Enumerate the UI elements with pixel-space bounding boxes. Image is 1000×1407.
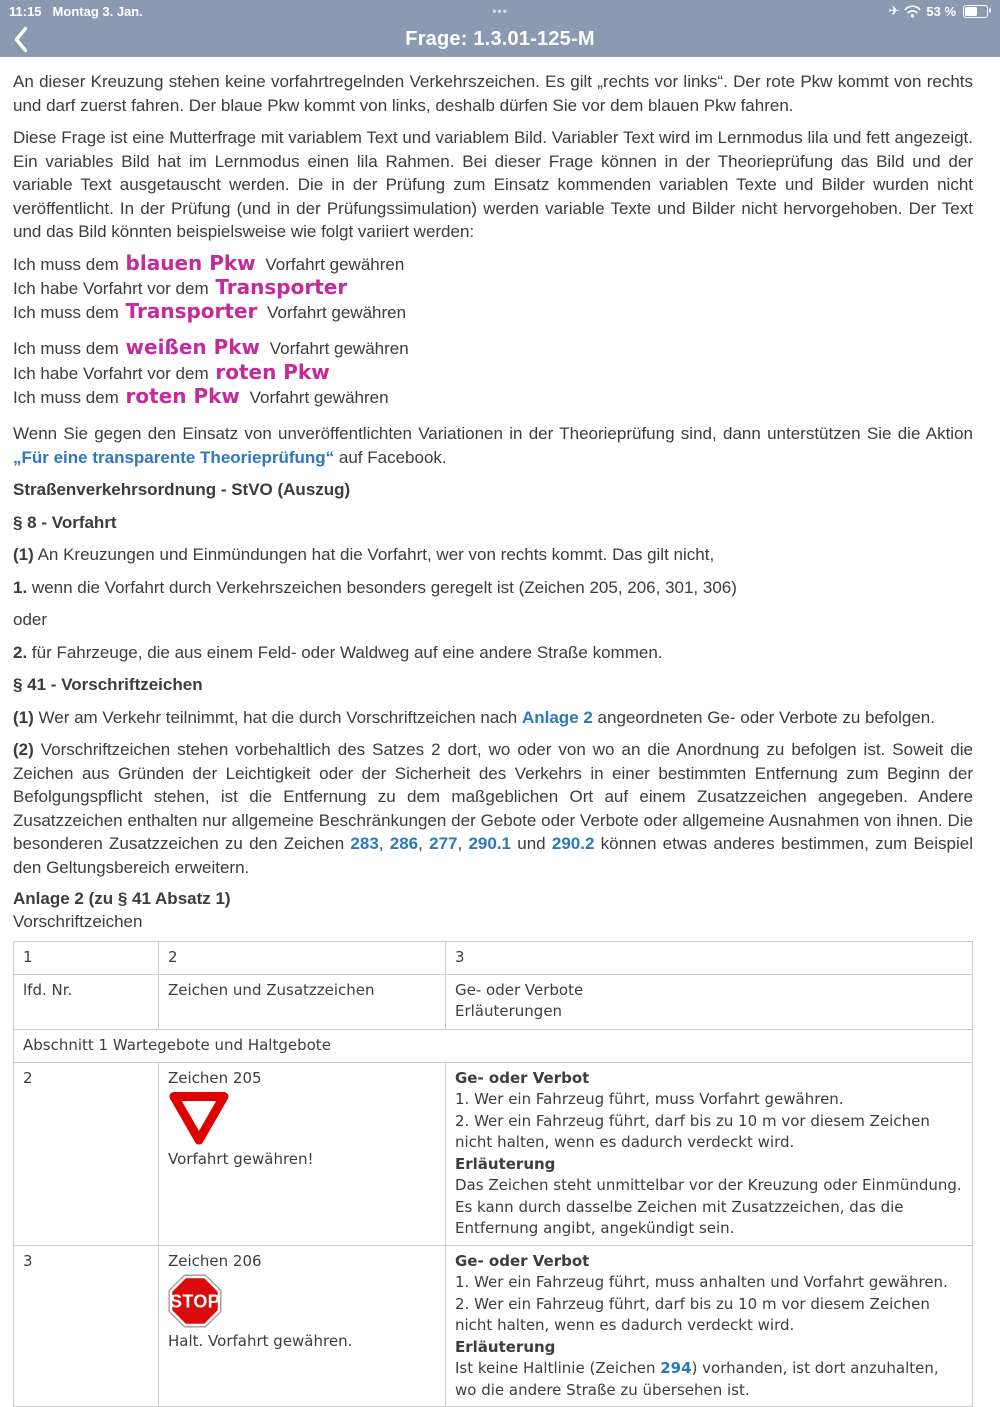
rule-description-cell: Ge- oder Verbot 1. Wer ein Fahrzeug führt, muss anhalten und Vorfahrt gewähren. 2. Wer ein Fahrzeug führt, darf bis zu 10 m vor diesem Zeichen nicht halten, wenn es dadurch verdeckt wird. Erläuterung Ist keine Haltlinie (Zeichen 294) vorhanden, ist dort anzuhalten, wo die andere Straße zu übersehen ist. xyxy=(446,1245,973,1407)
back-button[interactable] xyxy=(13,26,30,53)
table-header-cell: lfd. Nr. xyxy=(14,974,159,1029)
sign-number-label: Zeichen 205 xyxy=(168,1068,262,1087)
section-header-cell: Abschnitt 1 Wartegebote und Haltgebote xyxy=(14,1029,973,1062)
anlage2-title: Anlage 2 (zu § 41 Absatz 1) xyxy=(13,889,231,909)
top-bars xyxy=(0,0,1000,57)
table-header-cell: 1 xyxy=(14,942,159,975)
anlage2-table xyxy=(13,941,973,1407)
chevron-left-icon xyxy=(13,26,28,53)
variation-line: Ich habe Vorfahrt vor dem Transporter xyxy=(13,274,348,299)
p41-absatz-2: (2) Vorschriftzeichen stehen vorbehaltlich des Satzes 2 dort, wo oder von wo an die Anordnung zu befolgen ist. Soweit die Zeichen aus Gründen der Leichtigkeit oder der Sicherheit des Verkehrs in einer bestimmten Entfernung zum Beginn der Befolgungspflicht stehen, ist die Entfernung zu dem maßgeblichen Ort auf einem Zusatzzeichen angegeben. Andere Zusatzzeichen enthalten nur allgemeine Beschränkungen der Gebote oder Verbote oder allgemeine Ausnahmen von ihnen. Die besonderen Zusatzzeichen zu den Zeichen 283, 286, 277, 290.1 und 290.2 können etwas anderes bestimmen, zum Beispiel den Geltungsbereich erweitern. xyxy=(13,740,973,877)
p8-item-1: 1. wenn die Vorfahrt durch Verkehrszeichen besonders geregelt ist (Zeichen 205, 206, 301, 306) xyxy=(13,577,737,597)
table-row-zeichen-205 xyxy=(14,1062,973,1245)
lfd-nr-cell: 2 xyxy=(14,1062,159,1245)
table-header-cell: Ge- oder Verbote Erläuterungen xyxy=(446,974,973,1029)
variation-line: Ich muss dem weißen Pkw Vorfahrt gewähren xyxy=(13,335,409,360)
status-bar xyxy=(0,0,1000,22)
variation-line: Ich muss dem blauen Pkw Vorfahrt gewähren xyxy=(13,250,405,275)
sign-cell xyxy=(159,1245,446,1407)
heading-paragraph-8: § 8 - Vorfahrt xyxy=(13,512,117,532)
table-section-row xyxy=(14,1029,973,1062)
lfd-nr-cell: 3 xyxy=(14,1245,159,1407)
stop-sign-icon xyxy=(168,1274,222,1328)
p8-absatz-1: (1) An Kreuzungen und Einmündungen hat die Vorfahrt, wer von rechts kommt. Das gilt nicht, xyxy=(13,545,715,565)
multitask-dots-icon: ••• xyxy=(492,4,508,18)
oder-line: oder xyxy=(13,610,48,630)
inline-link[interactable]: 283 xyxy=(350,834,379,854)
stop-sign-text: STOP xyxy=(170,1291,220,1312)
inline-link[interactable]: 290.1 xyxy=(468,834,511,854)
table-header-cell: Zeichen und Zusatzzeichen xyxy=(159,974,446,1029)
yield-sign-icon xyxy=(168,1091,230,1146)
inline-link[interactable]: 277 xyxy=(429,834,458,854)
airplane-mode-icon: ✈ xyxy=(888,3,900,19)
page-title: Frage: 1.3.01-125-M xyxy=(405,28,595,50)
table-row-zeichen-206 xyxy=(14,1245,973,1407)
rule-description-cell: Ge- oder Verbot 1. Wer ein Fahrzeug führt, muss Vorfahrt gewähren. 2. Wer ein Fahrzeug führt, darf bis zu 10 m vor diesem Zeichen nicht halten, wenn es dadurch verdeckt wird. Erläuterung Das Zeichen steht unmittelbar vor der Kreuzung oder Einmündung. Es kann durch dasselbe Zeichen mit Zusatzzeichen, das die Entfernung angibt, angekündigt sein. xyxy=(446,1062,973,1245)
inline-link[interactable]: 286 xyxy=(389,834,419,854)
p41-absatz-1: (1) Wer am Verkehr teilnimmt, hat die durch Vorschriftzeichen nach Anlage 2 angeordneten Ge- oder Verbote zu befolgen. xyxy=(13,707,935,727)
variation-example-group-1 xyxy=(13,250,973,326)
wifi-icon xyxy=(904,5,921,18)
battery-icon xyxy=(963,5,988,18)
heading-paragraph-41: § 41 - Vorschriftzeichen xyxy=(13,675,203,695)
table-column-header-row xyxy=(14,974,973,1029)
inline-link[interactable]: „Für eine transparente Theorieprüfung“ xyxy=(13,447,335,467)
question-explanation-content xyxy=(0,57,1000,1407)
nav-bar xyxy=(0,22,1000,57)
anlage2-heading-block xyxy=(13,888,973,933)
sign-caption: Halt. Vorfahrt gewähren. xyxy=(168,1332,353,1351)
battery-percent-label: 53 % xyxy=(926,3,957,19)
table-column-number-row xyxy=(14,942,973,975)
clock-label: 11:15 xyxy=(9,3,42,19)
table-header-cell: 2 xyxy=(159,942,446,975)
sign-cell xyxy=(159,1062,446,1245)
intro-paragraph: An dieser Kreuzung stehen keine vorfahrtregelnden Verkehrszeichen. Es gilt „rechts vor links“. Der rote Pkw kommt von rechts und darf zuerst fahren. Der blaue Pkw kommt von links, deshalb dürfen Sie vor dem blauen Pkw fahren. xyxy=(13,72,973,115)
variation-line: Ich muss dem Transporter Vorfahrt gewähren xyxy=(13,299,407,324)
facebook-paragraph: Wenn Sie gegen den Einsatz von unveröffentlichten Variationen in der Theorieprüfung sind, dann unterstützen Sie die Aktion „Für eine transparente Theorieprüfung“ auf Facebook. xyxy=(13,424,973,467)
heading-stvo: Straßenverkehrsordnung - StVO (Auszug) xyxy=(13,480,351,500)
inline-link[interactable]: Anlage 2 xyxy=(521,707,593,727)
date-label: Montag 3. Jan. xyxy=(52,3,143,19)
sign-caption: Vorfahrt gewähren! xyxy=(168,1150,314,1169)
variation-line: Ich habe Vorfahrt vor dem roten Pkw xyxy=(13,359,330,384)
variation-line: Ich muss dem roten Pkw Vorfahrt gewähren xyxy=(13,383,389,408)
anlage2-subtitle: Vorschriftzeichen xyxy=(13,911,143,931)
p8-item-2: 2. für Fahrzeuge, die aus einem Feld- oder Waldweg auf eine andere Straße kommen. xyxy=(13,642,663,662)
sign-number-label: Zeichen 206 xyxy=(168,1251,262,1270)
mutterfrage-note-paragraph: Diese Frage ist eine Mutterfrage mit variablem Text und variablem Bild. Variabler Text wird im Lernmodus lila und fett angezeigt. Ein variables Bild hat im Lernmodus einen lila Rahmen. Bei dieser Frage können in der Theorieprüfung das Bild und der variable Text ausgetauscht werden. Die in der Prüfung zum Einsatz kommenden variablen Texte und Bilder wurden nicht veröffentlicht. In der Prüfung (und in der Prüfungssimulation) werden variable Texte und Bilder nicht hervorgehoben. Der Text und das Bild könnten beispielsweise wie folgt variiert werden: xyxy=(13,128,973,241)
inline-link[interactable]: 294 xyxy=(660,1359,692,1378)
inline-link[interactable]: 290.2 xyxy=(551,834,595,854)
table-header-cell: 3 xyxy=(446,942,973,975)
variation-example-group-2 xyxy=(13,337,973,410)
